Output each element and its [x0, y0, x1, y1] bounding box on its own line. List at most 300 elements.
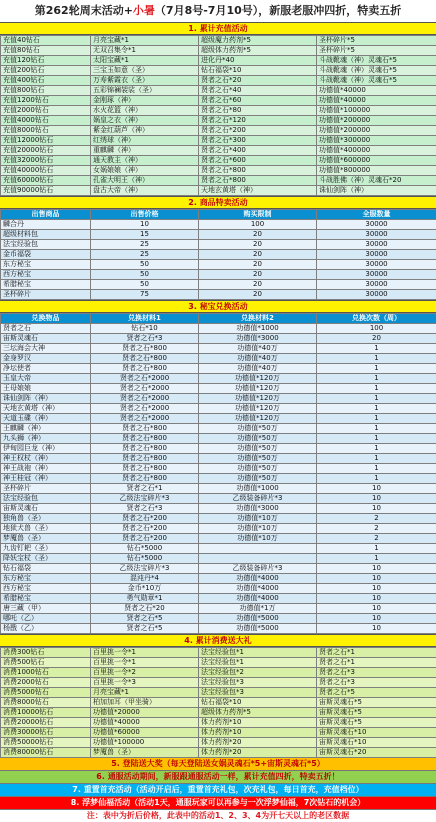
- table-row: [1, 344, 436, 354]
- table-cell: 1: [317, 464, 436, 474]
- column-header: 购买限制: [199, 210, 317, 220]
- exchange-table: [0, 313, 436, 634]
- table-cell: 贤者之石*5: [91, 614, 199, 624]
- table-cell: 充值90000钻石: [1, 186, 91, 196]
- table-cell: 法宝经验包*1: [199, 658, 317, 668]
- table-cell: 贤者之石*800: [91, 444, 199, 454]
- table-cell: 柏加加耳（甲坐骑）: [91, 698, 199, 708]
- table-cell: 20: [199, 260, 317, 270]
- table-row: [1, 96, 436, 106]
- table-cell: 贤者之石*5: [91, 624, 199, 634]
- table-cell: 1: [317, 394, 436, 404]
- table-cell: 法宝经验包*2: [199, 668, 317, 678]
- table-cell: 唐三藏（甲）: [1, 604, 91, 614]
- table-cell: 1: [317, 424, 436, 434]
- table-cell: 消费20000钻石: [1, 718, 91, 728]
- table-cell: 30000: [317, 220, 436, 230]
- table-row: [1, 434, 436, 444]
- table-cell: 功德值*20000: [91, 708, 199, 718]
- table-cell: 通天教主（神）: [91, 156, 199, 166]
- table-cell: 2: [317, 514, 436, 524]
- table-cell: 功德值*4000: [199, 584, 317, 594]
- table-cell: 诛仙剑阵（神）: [317, 186, 436, 196]
- table-cell: 钻石福袋*10: [199, 66, 317, 76]
- column-header: 兑换材料1: [91, 314, 199, 324]
- table-cell: 诛仙剑阵（神）: [1, 394, 91, 404]
- table-row: [1, 260, 436, 270]
- table-cell: 功德值*40万: [199, 364, 317, 374]
- table-cell: 娲皇之衣（神）: [91, 116, 199, 126]
- table-cell: 宙斯灵魂石*5: [317, 698, 436, 708]
- table-cell: 功德值*40万: [199, 354, 317, 364]
- table-cell: 20: [199, 240, 317, 250]
- table-cell: 净坛使者: [1, 364, 91, 374]
- column-header: 出售价格: [91, 210, 199, 220]
- table-cell: 贤者之石*800: [91, 474, 199, 484]
- same-event-banner: 6. 通服活动期间，新服跟通服活动一样，累计充值四折，特卖五折！: [0, 771, 436, 784]
- table-row: [1, 186, 436, 196]
- table-row: [1, 594, 436, 604]
- table-row: [1, 136, 436, 146]
- table-cell: 圣杯碎片*5: [317, 46, 436, 56]
- section-exchange-header: 3. 秘宝兑换活动: [0, 300, 436, 313]
- table-cell: 充值60000钻石: [1, 176, 91, 186]
- table-cell: 太阳宝藏*1: [91, 56, 199, 66]
- table-row: [1, 464, 436, 474]
- table-row: [1, 668, 436, 678]
- section-sale-header: 2. 商品特卖活动: [0, 196, 436, 209]
- table-row: [1, 404, 436, 414]
- fortune-event-banner: 8. 浮梦仙福活动（活动1天，通服玩家可以再参与一次浮梦仙福，7次钻石的机会）: [0, 797, 436, 810]
- table-cell: 功德值*4000: [199, 574, 317, 584]
- table-cell: 功德值*800000: [317, 166, 436, 176]
- table-cell: 贤者之石*3: [91, 504, 199, 514]
- table-cell: 功德值*100000: [91, 738, 199, 748]
- table-cell: 功德值*60000: [91, 728, 199, 738]
- table-cell: 地狱犬兽（圣）: [1, 524, 91, 534]
- table-cell: 贤者之石*300: [199, 136, 317, 146]
- table-cell: 钻石*10: [91, 324, 199, 334]
- table-cell: 消费500钻石: [1, 658, 91, 668]
- table-cell: 金币福袋: [1, 250, 91, 260]
- table-row: [1, 220, 436, 230]
- table-row: [1, 534, 436, 544]
- table-row: [1, 384, 436, 394]
- table-cell: 体力药剂*10: [199, 718, 317, 728]
- table-row: [1, 414, 436, 424]
- table-cell: 贤者之石*800: [91, 424, 199, 434]
- sale-table: [0, 209, 436, 300]
- table-row: [1, 748, 436, 758]
- table-cell: 1: [317, 404, 436, 414]
- table-cell: 乙级装备碎片*3: [199, 564, 317, 574]
- table-cell: 1: [317, 474, 436, 484]
- table-cell: 10: [317, 624, 436, 634]
- table-row: [1, 146, 436, 156]
- table-cell: 月亮宝藏*1: [91, 36, 199, 46]
- table-cell: 20: [317, 334, 436, 344]
- table-cell: 贤者之石*200: [91, 534, 199, 544]
- table-cell: 贤者之石*600: [199, 156, 317, 166]
- table-cell: 功德值*120万: [199, 374, 317, 384]
- table-cell: 15: [91, 230, 199, 240]
- table-row: [1, 36, 436, 46]
- table-cell: 斗战靴魂（神）灵魂石*5: [317, 56, 436, 66]
- section-recharge-header: 1. 累计充值活动: [0, 22, 436, 35]
- table-row: [1, 66, 436, 76]
- table-cell: 五彩锦襕袈裟（圣）: [91, 86, 199, 96]
- table-cell: 贤者之石*800: [91, 344, 199, 354]
- table-cell: 法宝经验包*1: [199, 648, 317, 658]
- table-row: [1, 454, 436, 464]
- table-row: [1, 698, 436, 708]
- table-cell: 贤者之石*20: [91, 604, 199, 614]
- table-row: [1, 738, 436, 748]
- table-cell: 50: [91, 260, 199, 270]
- table-cell: 王母娘娘: [1, 384, 91, 394]
- table-cell: 红绣球（神）: [91, 136, 199, 146]
- table-cell: 贤者之石*2000: [91, 384, 199, 394]
- table-row: [1, 574, 436, 584]
- table-row: [1, 728, 436, 738]
- table-cell: 乙级装备碎片*3: [199, 494, 317, 504]
- table-cell: 1: [317, 434, 436, 444]
- table-cell: 充值20000钻石: [1, 146, 91, 156]
- table-cell: 功德值*40万: [199, 344, 317, 354]
- table-cell: 独角兽（圣）: [1, 514, 91, 524]
- table-cell: 消费8000钻石: [1, 698, 91, 708]
- table-cell: 法宝经验包*3: [199, 688, 317, 698]
- table-row: [1, 554, 436, 564]
- table-cell: 1: [317, 554, 436, 564]
- table-cell: 功德值*5000: [199, 624, 317, 634]
- table-cell: 勇气勋章*1: [91, 594, 199, 604]
- table-cell: 1: [317, 384, 436, 394]
- table-cell: 麟合丹: [1, 220, 91, 230]
- table-cell: 贤者之石*3: [91, 334, 199, 344]
- table-cell: 盘古大帝（神）: [91, 186, 199, 196]
- table-cell: 月亮宝藏*1: [91, 688, 199, 698]
- table-row: [1, 46, 436, 56]
- table-cell: 钻石福袋: [1, 564, 91, 574]
- table-cell: 30000: [317, 280, 436, 290]
- table-row: [1, 564, 436, 574]
- table-cell: 圣杯碎片: [1, 290, 91, 300]
- table-cell: 功德值*50万: [199, 424, 317, 434]
- table-cell: 10: [317, 504, 436, 514]
- table-cell: 贤者之石*400: [199, 146, 317, 156]
- table-cell: 功德值*120万: [199, 394, 317, 404]
- table-cell: 金刚琢（神）: [91, 96, 199, 106]
- table-cell: 梦魇兽（圣）: [1, 534, 91, 544]
- table-cell: 贤者之石*3: [317, 678, 436, 688]
- table-cell: 30000: [317, 290, 436, 300]
- table-cell: 混沌丹*4: [91, 574, 199, 584]
- table-row: [1, 324, 436, 334]
- table-cell: 百里挑一令*3: [91, 678, 199, 688]
- table-cell: 充值200钻石: [1, 66, 91, 76]
- table-cell: 女娲娘娘（神）: [91, 166, 199, 176]
- table-cell: 贤者之石*80: [199, 106, 317, 116]
- table-cell: 功德值*120万: [199, 384, 317, 394]
- table-cell: 10: [91, 220, 199, 230]
- table-cell: 20: [199, 250, 317, 260]
- table-header-row: [1, 314, 436, 324]
- table-cell: 充值400钻石: [1, 76, 91, 86]
- table-row: [1, 250, 436, 260]
- table-cell: 功德值*1000: [199, 484, 317, 494]
- table-row: [1, 334, 436, 344]
- table-cell: 宙斯灵魂石*5: [317, 708, 436, 718]
- table-cell: 50: [91, 280, 199, 290]
- column-header: 兑换材料2: [199, 314, 317, 324]
- table-row: [1, 718, 436, 728]
- table-cell: 三宝玉如意（圣）: [91, 66, 199, 76]
- table-cell: 水火花篮（神）: [91, 106, 199, 116]
- table-cell: 30000: [317, 260, 436, 270]
- table-cell: 充值32000钻石: [1, 156, 91, 166]
- table-row: [1, 688, 436, 698]
- table-cell: 10: [317, 584, 436, 594]
- table-cell: 东方秘宝: [1, 260, 91, 270]
- table-cell: 消费2000钻石: [1, 678, 91, 688]
- table-cell: 功德值*50万: [199, 454, 317, 464]
- column-header: 兑换次数（周）: [317, 314, 436, 324]
- table-cell: 孔雀大明王（神）: [91, 176, 199, 186]
- table-cell: 进化丹*40: [199, 56, 317, 66]
- table-cell: 充值800钻石: [1, 86, 91, 96]
- table-cell: 法宝经验包: [1, 494, 91, 504]
- table-cell: 宙斯灵魂石*10: [317, 728, 436, 738]
- table-cell: 功德值*10万: [199, 534, 317, 544]
- table-cell: 30000: [317, 240, 436, 250]
- table-cell: 1: [317, 414, 436, 424]
- table-row: [1, 270, 436, 280]
- table-cell: 30000: [317, 250, 436, 260]
- table-cell: 功德值*600000: [317, 156, 436, 166]
- table-cell: 功德值*10万: [199, 514, 317, 524]
- table-cell: 贤者之石*2000: [91, 414, 199, 424]
- table-cell: 三坛海会大神: [1, 344, 91, 354]
- table-cell: 25: [91, 250, 199, 260]
- table-row: [1, 584, 436, 594]
- table-cell: 100: [317, 324, 436, 334]
- table-cell: 神王桂冠（神）: [1, 474, 91, 484]
- table-cell: 体力药剂*10: [199, 728, 317, 738]
- table-row: [1, 708, 436, 718]
- page-title: 第262轮周末活动+小暑（7月8号-7月10号），新服老服冲四折，特卖五折: [0, 0, 436, 22]
- table-cell: 超级体力药剂*5: [199, 46, 317, 56]
- table-row: [1, 658, 436, 668]
- table-cell: 消费50000钻石: [1, 738, 91, 748]
- table-cell: 功德值*300000: [317, 136, 436, 146]
- table-cell: 乙级法宝碎片*3: [91, 564, 199, 574]
- table-cell: 功德值*50万: [199, 444, 317, 454]
- table-cell: 东方秘宝: [1, 574, 91, 584]
- table-cell: 功德值*40000: [91, 718, 199, 728]
- table-cell: 功德值*50万: [199, 434, 317, 444]
- table-cell: 贤者之石: [1, 324, 91, 334]
- table-cell: 2: [317, 524, 436, 534]
- table-cell: 贤者之石*200: [91, 514, 199, 524]
- table-cell: 贤者之石*5: [317, 688, 436, 698]
- table-cell: 功德值*4000: [199, 594, 317, 604]
- table-cell: 钻石*5000: [91, 554, 199, 564]
- table-cell: 100: [199, 220, 317, 230]
- table-cell: 消费80000钻石: [1, 748, 91, 758]
- table-cell: 万寿紫霞衣（圣）: [91, 76, 199, 86]
- column-header: 全服数量: [317, 210, 436, 220]
- table-cell: 功德值*3000: [199, 504, 317, 514]
- table-cell: 梦魇兽（圣）: [91, 748, 199, 758]
- table-cell: 功德值*120万: [199, 404, 317, 414]
- table-cell: 10: [317, 574, 436, 584]
- table-cell: 贤者之石*2000: [91, 404, 199, 414]
- table-cell: 紫金红葫芦（神）: [91, 126, 199, 136]
- table-cell: 西方秘宝: [1, 584, 91, 594]
- table-cell: 充值40钻石: [1, 36, 91, 46]
- table-cell: 20: [199, 280, 317, 290]
- table-cell: 功德值*50万: [199, 474, 317, 484]
- table-row: [1, 230, 436, 240]
- table-cell: 宙斯灵魂石*5: [317, 718, 436, 728]
- table-cell: 超级体力药剂*5: [199, 708, 317, 718]
- table-cell: 钻石福袋*10: [199, 698, 317, 708]
- table-cell: 玉皇大帝: [1, 374, 91, 384]
- table-cell: 贤者之石*800: [91, 354, 199, 364]
- table-cell: 功德值*40000: [317, 96, 436, 106]
- table-cell: 天地玄黄塔（神）: [199, 186, 317, 196]
- table-cell: 乙级法宝碎片*3: [91, 494, 199, 504]
- table-cell: 20: [199, 290, 317, 300]
- table-cell: 金币*10万: [91, 584, 199, 594]
- table-cell: 天道玉碟（神）: [1, 414, 91, 424]
- table-row: [1, 374, 436, 384]
- table-cell: 功德值*400000: [317, 146, 436, 156]
- table-cell: [199, 554, 317, 564]
- table-cell: 贤者之石*40: [199, 86, 317, 96]
- table-row: [1, 424, 436, 434]
- table-cell: 贤者之石*3: [317, 668, 436, 678]
- table-cell: 10: [317, 494, 436, 504]
- table-row: [1, 444, 436, 454]
- recharge-table: [0, 35, 436, 196]
- table-cell: 消费30000钻石: [1, 728, 91, 738]
- table-cell: 消费5000钻石: [1, 688, 91, 698]
- table-cell: 宙斯灵魂石: [1, 334, 91, 344]
- table-cell: 1: [317, 454, 436, 464]
- table-row: [1, 474, 436, 484]
- table-cell: 贤者之石*800: [91, 464, 199, 474]
- table-cell: 贤者之石*2000: [91, 374, 199, 384]
- table-cell: 斗战胜佛（神）灵魂石*20: [317, 176, 436, 186]
- table-cell: 贤者之石*60: [199, 96, 317, 106]
- table-cell: 无双召集令*1: [91, 46, 199, 56]
- table-cell: 充值2000钻石: [1, 106, 91, 116]
- table-cell: 充值80钻石: [1, 46, 91, 56]
- table-cell: 超级材料包: [1, 230, 91, 240]
- table-row: [1, 76, 436, 86]
- table-cell: 功德值*10万: [199, 524, 317, 534]
- table-row: [1, 678, 436, 688]
- table-cell: 消费300钻石: [1, 648, 91, 658]
- table-cell: 30000: [317, 270, 436, 280]
- table-cell: 法宝经验包: [1, 240, 91, 250]
- section-consume-header: 4. 累计消费送大礼: [0, 634, 436, 647]
- table-cell: 贤者之石*1: [317, 658, 436, 668]
- table-cell: 功德值*40000: [317, 86, 436, 96]
- table-cell: 哪吒（乙）: [1, 614, 91, 624]
- table-cell: 10: [317, 484, 436, 494]
- table-row: [1, 514, 436, 524]
- table-cell: 百里挑一令*2: [91, 668, 199, 678]
- table-row: [1, 240, 436, 250]
- table-cell: 充值40000钻石: [1, 166, 91, 176]
- table-cell: 希腊秘宝: [1, 594, 91, 604]
- table-row: [1, 290, 436, 300]
- table-cell: 宙斯灵魂石*10: [317, 738, 436, 748]
- table-cell: 贤者之石*120: [199, 116, 317, 126]
- table-cell: 金身罗汉: [1, 354, 91, 364]
- table-row: [1, 156, 436, 166]
- table-cell: 1: [317, 364, 436, 374]
- table-cell: 20: [199, 270, 317, 280]
- table-cell: 宙斯灵魂石*20: [317, 748, 436, 758]
- table-cell: 杨戬（乙）: [1, 624, 91, 634]
- table-cell: 重麒麟（神）: [91, 146, 199, 156]
- table-cell: 消费1000钻石: [1, 668, 91, 678]
- table-cell: 百里挑一令*1: [91, 658, 199, 668]
- table-row: [1, 176, 436, 186]
- table-cell: 圣杯碎片*5: [317, 36, 436, 46]
- table-cell: 九齿钉耙（圣）: [1, 544, 91, 554]
- table-cell: 圣杯碎片: [1, 484, 91, 494]
- table-cell: 天地玄黄塔（神）: [1, 404, 91, 414]
- table-row: [1, 56, 436, 66]
- table-cell: 充值4000钻石: [1, 116, 91, 126]
- column-header: 兑换物品: [1, 314, 91, 324]
- table-cell: 30000: [317, 230, 436, 240]
- table-cell: [199, 544, 317, 554]
- table-cell: 1: [317, 354, 436, 364]
- footnote: 注：表中为折后价格，此表中的活动1、2、3、4为开七天以上的老区数据: [0, 810, 436, 822]
- table-cell: 充值8000钻石: [1, 126, 91, 136]
- table-row: [1, 494, 436, 504]
- table-cell: 功德值*1000: [199, 324, 317, 334]
- table-row: [1, 504, 436, 514]
- table-cell: 斗战靴魂（神）灵魂石*5: [317, 66, 436, 76]
- table-row: [1, 354, 436, 364]
- table-row: [1, 364, 436, 374]
- table-cell: 贤者之石*20: [199, 76, 317, 86]
- table-cell: 百里挑一令*1: [91, 648, 199, 658]
- table-cell: 超级魔力药剂*5: [199, 36, 317, 46]
- table-cell: 贤者之石*1: [317, 648, 436, 658]
- table-row: [1, 624, 436, 634]
- table-cell: 神王战袍（神）: [1, 464, 91, 474]
- table-cell: 体力药剂*20: [199, 738, 317, 748]
- table-cell: 10: [317, 614, 436, 624]
- title-highlight: 小暑: [133, 4, 155, 17]
- table-cell: 斗战靴魂（神）灵魂石*5: [317, 76, 436, 86]
- table-cell: 充值120钻石: [1, 56, 91, 66]
- table-row: [1, 524, 436, 534]
- table-cell: 希腊秘宝: [1, 280, 91, 290]
- table-cell: 贤者之石*200: [91, 524, 199, 534]
- table-row: [1, 604, 436, 614]
- table-cell: 王麒麟（神）: [1, 424, 91, 434]
- table-row: [1, 614, 436, 624]
